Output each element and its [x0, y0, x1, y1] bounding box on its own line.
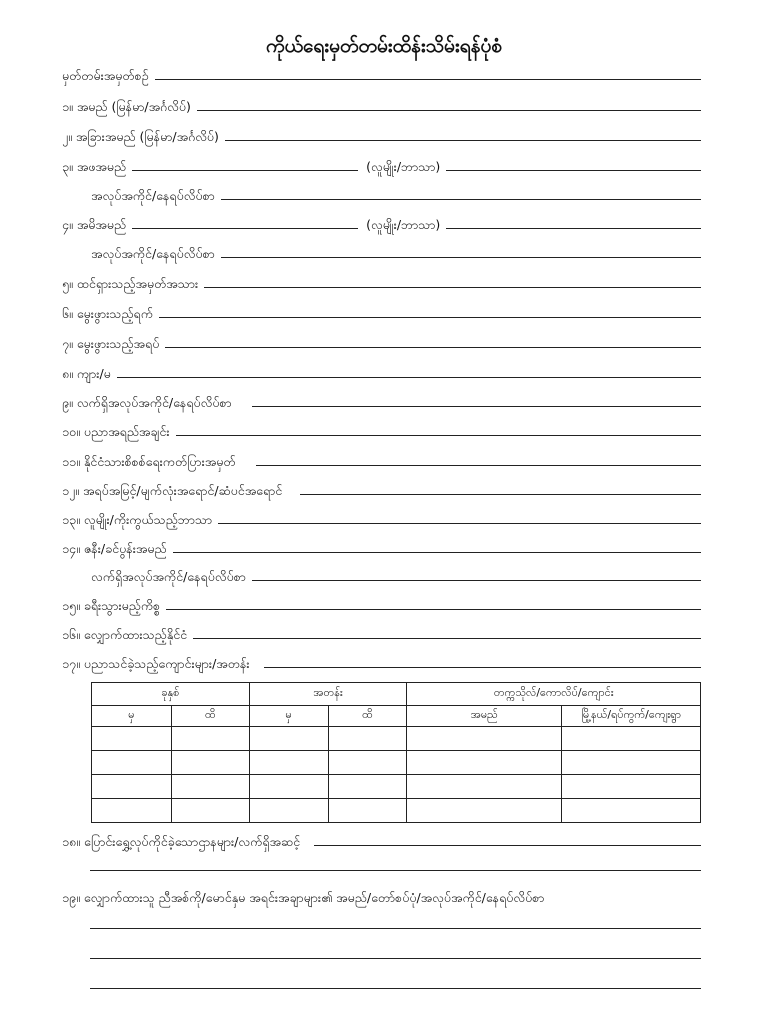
table-cell[interactable]: [92, 775, 172, 799]
subheader-from: မှ: [92, 706, 172, 727]
subheader-name: အမည်: [407, 706, 562, 727]
field-label: ပြောင်းရွှေ့လုပ်ကိုင်ခဲ့သောဌာနများ/လက်ရှိအဆင့်: [83, 834, 301, 849]
field-departments-input-line[interactable]: [314, 844, 701, 846]
field-mother-row: [62, 213, 701, 233]
table-cell[interactable]: [92, 751, 172, 775]
table-cell[interactable]: [249, 727, 328, 751]
field-number: ၁၉။: [62, 890, 80, 905]
field-siblings-row: [62, 886, 701, 906]
field-label: အလုပ်အကိုင်/နေရပ်လိပ်စာ: [91, 188, 215, 203]
table-header-row: [92, 683, 701, 706]
field-spouse-occupation-row: [91, 565, 701, 585]
race-religion-label: (လူမျိုး/ဘာသာ): [366, 159, 441, 174]
table-cell[interactable]: [171, 799, 249, 823]
table-cell[interactable]: [407, 799, 562, 823]
table-cell[interactable]: [407, 727, 562, 751]
father-name-input-line[interactable]: [132, 169, 358, 171]
field-current-occupation-input-line[interactable]: [252, 405, 701, 407]
field-birth-date-input-line[interactable]: [159, 316, 701, 318]
header-grade: အတန်း: [249, 683, 407, 706]
table-row: [92, 727, 701, 751]
field-label: မွေးဖွားသည့်ရက်: [76, 306, 153, 321]
field-mother-occupation-row: [91, 242, 701, 262]
field-gender-row: [62, 362, 701, 382]
table-cell[interactable]: [249, 775, 328, 799]
field-number: ၁၆။: [62, 627, 80, 642]
field-number: ၁၁။: [62, 454, 80, 469]
field-label: ထင်ရှားသည့်အမှတ်အသား: [76, 276, 199, 291]
field-education-row: [62, 420, 701, 440]
field-label: မွေးဖွားသည့်အရပ်: [76, 336, 160, 351]
table-row: [92, 751, 701, 775]
field-nrc-row: [62, 450, 701, 470]
table-cell[interactable]: [92, 799, 172, 823]
field-nrc-input-line[interactable]: [256, 464, 701, 466]
field-race-religion-row: [62, 508, 701, 528]
field-education-input-line[interactable]: [176, 434, 701, 436]
field-number: ၇။: [62, 336, 73, 351]
field-label: ပညာသင်ခဲ့သည့်ကျောင်းများ/အတန်း: [83, 656, 250, 671]
field-number: ၆။: [62, 306, 73, 321]
field-number: ၁၅။: [62, 598, 80, 613]
siblings-line-2[interactable]: [90, 958, 701, 959]
field-gender-input-line[interactable]: [117, 376, 701, 378]
subheader-to: ထိ: [328, 706, 407, 727]
field-physical-row: [62, 479, 701, 499]
header-institution: တက္ကသိုလ်/ကောလိပ်/ကျောင်း: [407, 683, 701, 706]
table-cell[interactable]: [562, 727, 701, 751]
table-cell[interactable]: [328, 799, 407, 823]
field-label: အလုပ်အကိုင်/နေရပ်လိပ်စာ: [91, 246, 215, 261]
siblings-line-1[interactable]: [90, 928, 701, 929]
mother-name-input-line[interactable]: [132, 227, 358, 229]
father-race-religion-input-line[interactable]: [446, 169, 701, 171]
field-race-religion-input-line[interactable]: [218, 522, 701, 524]
subheader-to: ထိ: [171, 706, 249, 727]
field-physical-input-line[interactable]: [300, 493, 701, 495]
field-label: အရပ်အမြင့်/မျက်လုံးအရောင်/ဆံပင်အရောင်: [82, 483, 283, 498]
header-year: ခုနှစ်: [92, 683, 250, 706]
field-schools-input-line[interactable]: [264, 666, 701, 668]
field-birth-date-row: [62, 302, 701, 322]
record-no-row: [62, 64, 701, 84]
field-number: ၂။: [62, 129, 72, 144]
table-cell[interactable]: [562, 751, 701, 775]
field-departments-row: [62, 830, 701, 850]
field-current-occupation-row: [62, 391, 701, 411]
table-cell[interactable]: [407, 775, 562, 799]
field-label: လျှောက်ထားသူ ညီအစ်ကို/မောင်နှမ အရင်းအချာများ၏ အမည်/တော်စပ်ပုံ/အလုပ်အကိုင်/နေရပ်လိပ်စာ: [83, 890, 545, 905]
field-name-input-line[interactable]: [197, 109, 701, 111]
field-number: ၁၄။: [62, 541, 80, 556]
field-number: ၃။: [62, 159, 73, 174]
subheader-from: မှ: [249, 706, 328, 727]
field-country-row: [62, 623, 701, 643]
field-label: လူမျိုး/ကိုးကွယ်သည့်ဘာသာ: [83, 512, 213, 527]
field-marks-input-line[interactable]: [204, 286, 701, 288]
field-spouse-row: [62, 537, 701, 557]
father-occupation-input-line[interactable]: [221, 198, 701, 200]
field-label: ခရီးသွားမည့်ကိစ္စ: [83, 598, 161, 613]
table-cell[interactable]: [328, 751, 407, 775]
table-cell[interactable]: [249, 751, 328, 775]
field-label: ဇနီး/ခင်ပွန်းအမည်: [83, 541, 167, 556]
field-travel-purpose-input-line[interactable]: [166, 608, 701, 610]
spouse-occupation-input-line[interactable]: [252, 579, 701, 581]
field-number: ၈။: [62, 366, 73, 381]
field-birth-place-input-line[interactable]: [165, 346, 701, 348]
table-cell[interactable]: [328, 727, 407, 751]
departments-extra-line[interactable]: [90, 870, 701, 871]
field-label: အမည် (မြန်မာ/အင်္ဂလိပ်): [76, 99, 191, 114]
field-father-row: [62, 155, 701, 175]
field-label: လျှောက်ထားသည့်နိုင်ငံ: [83, 627, 188, 642]
table-cell[interactable]: [249, 799, 328, 823]
field-label: လက်ရှိအလုပ်အကိုင်/နေရပ်လိပ်စာ: [91, 569, 246, 584]
subheader-location: မြို့နယ်/ရပ်ကွက်/ကျေးရွာ: [562, 706, 701, 727]
table-row: [92, 775, 701, 799]
field-number: ၁၃။: [62, 512, 80, 527]
field-label: အဖအမည်: [76, 159, 127, 174]
form-title: ကိုယ်ရေးမှတ်တမ်းထိန်းသိမ်းရန်ပုံစံ: [266, 35, 502, 57]
field-label: ကျား/မ: [76, 366, 111, 381]
table-cell[interactable]: [171, 727, 249, 751]
field-number: ၄။: [62, 217, 73, 232]
field-other-name-input-line[interactable]: [225, 139, 701, 141]
field-spouse-input-line[interactable]: [173, 551, 701, 553]
table-cell[interactable]: [562, 799, 701, 823]
table-cell[interactable]: [562, 775, 701, 799]
mother-occupation-input-line[interactable]: [221, 256, 701, 258]
field-label: ပညာအရည်အချင်း: [83, 424, 170, 439]
table-cell[interactable]: [407, 751, 562, 775]
field-number: ၁၀။: [62, 424, 80, 439]
mother-race-religion-input-line[interactable]: [446, 227, 701, 229]
field-label: အမိအမည်: [76, 217, 127, 232]
field-label: လက်ရှိအလုပ်အကိုင်/နေရပ်လိပ်စာ: [76, 395, 232, 410]
field-number: ၅။: [62, 276, 73, 291]
field-marks-row: [62, 272, 701, 292]
field-label: အခြားအမည် (မြန်မာ/အင်္ဂလိပ်): [75, 129, 219, 144]
table-cell[interactable]: [328, 775, 407, 799]
field-name-row: [62, 95, 701, 115]
field-number: ၁၂။: [62, 483, 79, 498]
field-number: ၁၈။: [62, 834, 80, 849]
record-no-label: မှတ်တမ်းအမှတ်စဉ်: [62, 68, 149, 83]
field-label: နိုင်ငံသားစိစစ်ရေးကတ်ပြားအမှတ်: [83, 454, 236, 469]
field-other-name-row: [62, 125, 701, 145]
table-row: [92, 799, 701, 823]
education-table: [91, 682, 701, 823]
field-number: ၁။: [62, 99, 73, 114]
table-subheader-row: [92, 706, 701, 727]
table-cell[interactable]: [171, 775, 249, 799]
siblings-line-3[interactable]: [90, 988, 701, 989]
table-cell[interactable]: [92, 727, 172, 751]
record-no-input-line[interactable]: [155, 78, 701, 80]
field-birth-place-row: [62, 332, 701, 352]
race-religion-label: (လူမျိုး/ဘာသာ): [366, 217, 441, 232]
field-number: ၉။: [62, 395, 73, 410]
field-schools-row: [62, 652, 701, 672]
field-father-occupation-row: [91, 184, 701, 204]
table-cell[interactable]: [171, 751, 249, 775]
field-number: ၁၇။: [62, 656, 80, 671]
field-travel-purpose-row: [62, 594, 701, 614]
field-country-input-line[interactable]: [193, 637, 701, 639]
